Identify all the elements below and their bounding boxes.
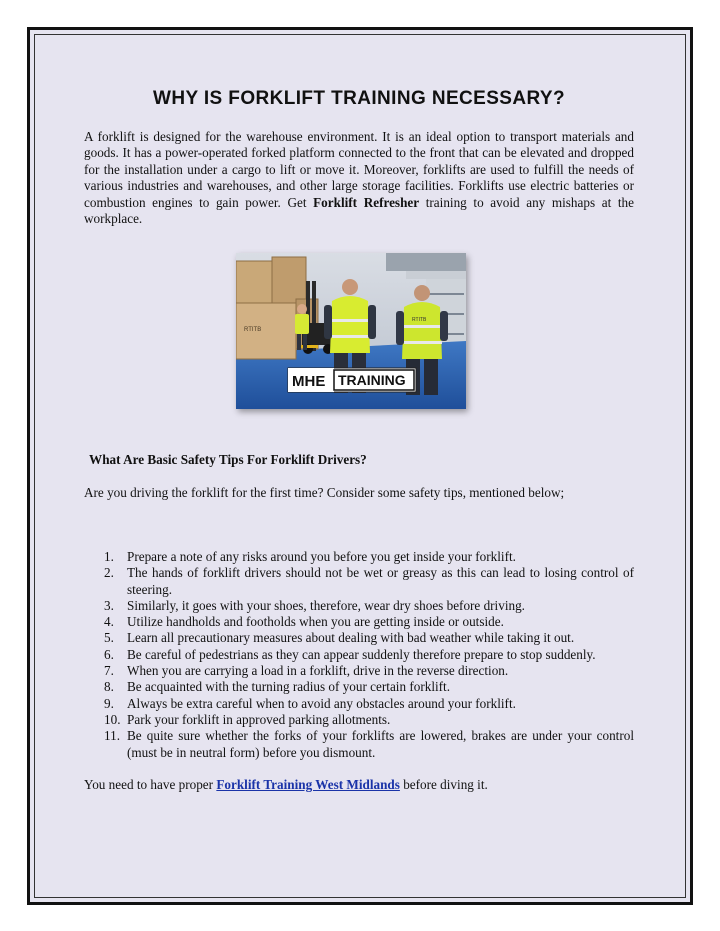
list-item-text: Park your forklift in approved parking allotments. bbox=[127, 711, 391, 727]
list-item bbox=[84, 549, 634, 565]
lead-text: Are you driving the forklift for the first time? Consider some safety tips, mentioned below; bbox=[84, 485, 565, 500]
list-item bbox=[84, 728, 634, 761]
list-item bbox=[84, 630, 634, 646]
list-item-text: Be quite sure whether the forks of your forklifts are lowered, brakes are under your control (must be in neutral form) before you dismount. bbox=[127, 728, 634, 760]
list-item bbox=[84, 663, 634, 679]
list-item-text: Utilize handholds and footholds when you are getting inside or outside. bbox=[127, 614, 504, 630]
list-item-number: 11. bbox=[104, 728, 120, 744]
closing-text-end: before diving it. bbox=[399, 777, 488, 792]
vest-label: RTITB bbox=[412, 317, 427, 323]
list-item-number: 9. bbox=[104, 695, 114, 711]
list-item bbox=[84, 696, 634, 712]
warehouse-photo bbox=[236, 253, 466, 409]
intro-bold-term: Forklift Refresher bbox=[313, 194, 420, 210]
box-label: RTITB bbox=[244, 327, 262, 333]
list-item-text: Similarly, it goes with your shoes, therefore, wear dry shoes before driving. bbox=[127, 597, 525, 613]
list-item-number: 6. bbox=[104, 646, 114, 662]
list-item-text: When you are carrying a load in a forklift, drive in the reverse direction. bbox=[127, 663, 509, 679]
closing-paragraph bbox=[84, 777, 488, 793]
list-item bbox=[84, 614, 634, 630]
forklift-training-link[interactable]: Forklift Training West Midlands bbox=[216, 777, 400, 792]
list-item-number: 2. bbox=[104, 565, 114, 581]
list-item-text: The hands of forklift drivers should not be wet or greasy as this can lead to losing control of steering. bbox=[127, 565, 634, 597]
list-item bbox=[84, 598, 634, 614]
page-title: WHY IS FORKLIFT TRAINING NECESSARY? bbox=[153, 88, 565, 109]
list-item-number: 10. bbox=[104, 711, 121, 727]
list-item-number: 3. bbox=[104, 597, 114, 613]
list-item-text: Prepare a note of any risks around you before you get inside your forklift. bbox=[127, 549, 516, 564]
logo-training: TRAINING bbox=[338, 372, 406, 388]
list-item-text: Learn all precautionary measures about dealing with bad weather while taking it out. bbox=[127, 630, 575, 646]
list-item bbox=[84, 712, 634, 728]
logo-mhe: MHE bbox=[292, 373, 326, 390]
list-item-number: 7. bbox=[104, 663, 114, 679]
list-item-number: 1. bbox=[104, 549, 114, 564]
list-item-number: 5. bbox=[104, 630, 114, 646]
closing-text-start: You need to have proper bbox=[84, 777, 217, 792]
list-item-text: Be acquainted with the turning radius of your certain forklift. bbox=[127, 679, 450, 695]
list-item bbox=[84, 565, 634, 598]
intro-paragraph bbox=[84, 129, 634, 227]
warehouse-illustration bbox=[236, 253, 466, 409]
intro-text-end: training to avoid any mishaps at the workplace. bbox=[84, 194, 634, 227]
list-item-text: Be careful of pedestrians as they can appear suddenly therefore prepare to stop suddenly. bbox=[127, 646, 596, 662]
list-item bbox=[84, 679, 634, 695]
safety-tips-list bbox=[84, 549, 634, 761]
list-item bbox=[84, 647, 634, 663]
list-item-number: 4. bbox=[104, 614, 114, 630]
list-item-text: Always be extra careful when to avoid any obstacles around your forklift. bbox=[127, 695, 516, 711]
intro-text-start: A forklift is designed for the warehouse environment. It is an ideal option to transport materials and goods. It has a power-operated forked platform connected to the front that can be elevated and dropped for the installation under a cargo to lift or move it. Moreover, forklifts are used to fulfill the needs of various industries and warehouses, and other large storage facilities. Forklifts use electric batteries or combustion engines to gain power. Get bbox=[84, 129, 634, 210]
list-item-number: 8. bbox=[104, 679, 114, 695]
section-heading: What Are Basic Safety Tips For Forklift Drivers? bbox=[89, 452, 367, 467]
